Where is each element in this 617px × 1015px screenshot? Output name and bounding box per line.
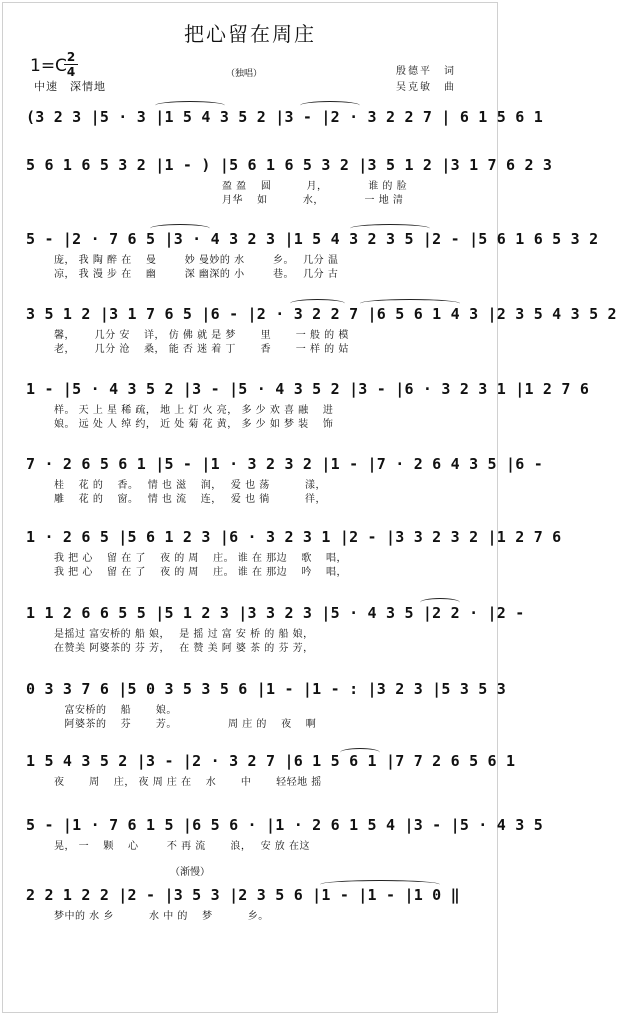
lyric-verse-1: 桂 花 的 香。 情 也 滋 润， 爱 也 荡 漾， (54, 480, 326, 491)
lyrics-block (54, 329, 349, 357)
notation-row: (3 2 3 |5 · 3 |1 5 4 3 5 2 |3 - |2 · 3 2 2 7 | 6 1 5 6 1 (26, 108, 543, 126)
notation-row: 2 2 1 2 2 |2 - |3 5 3 |2 3 5 6 |1 - |1 - |1 0 ‖ (26, 886, 460, 904)
song-title: 把心留在周庄 (184, 22, 316, 46)
music-system-2 (26, 156, 553, 206)
lyricist-credit: 殷德平 词 (396, 66, 456, 77)
lyric-verse-1: 我 把 心 留 在 了 夜 的 周 庄。 谁 在 那边 歌 唱， (54, 553, 348, 564)
music-system-1 (26, 108, 543, 130)
music-system-10 (26, 752, 516, 788)
music-system-8 (26, 604, 525, 654)
lyric-verse-1: 是摇过 富安桥的 船 娘， 是 摇 过 富 安 桥 的 船 娘， (54, 629, 314, 640)
notation-row: 0 3 3 7 6 |5 0 3 5 3 5 6 |1 - |1 - : |3 2 3 |5 3 5 3 (26, 680, 506, 698)
notation-row: 5 6 1 6 5 3 2 |1 - ) |5 6 1 6 5 3 2 |3 5 1 2 |3 1 7 6 2 3 (26, 156, 553, 174)
time-signature-bottom: 4 (66, 65, 76, 79)
music-system-5 (26, 380, 590, 430)
lyrics-block (54, 479, 326, 507)
lyric-verse-2: 雕 花 的 窗。 情 也 流 连， 爱 也 徜 徉， (54, 494, 326, 505)
key-signature: 1=C (30, 56, 67, 76)
composer-credit: 吴克敏 曲 (396, 82, 456, 93)
music-system-11 (26, 816, 543, 852)
lyric-verse-1: 盈 盈 圆 月， 谁 的 脸 (54, 181, 408, 192)
notation-row: 1 - |5 · 4 3 5 2 |3 - |5 · 4 3 5 2 |3 - |6 · 3 2 3 1 |1 2 7 6 (26, 380, 590, 398)
notation-row: 1 · 2 6 5 |5 6 1 2 3 |6 · 3 2 3 1 |2 - |3 3 2 3 2 |1 2 7 6 (26, 528, 562, 546)
lyric-verse-2: 凉， 我 漫 步 在 幽 深 幽深的 小 巷。 几分 古 (54, 269, 339, 280)
notation-row: 3 5 1 2 |3 1 7 6 5 |6 - |2 · 3 2 2 7 |6 5 6 1 4 3 |2 3 5 4 3 5 2 (26, 305, 617, 323)
slur-mark (350, 224, 430, 233)
tempo-change-marking: （渐慢） (170, 867, 210, 878)
lyric-verse-1: 馨， 几分 安 详， 仿 佛 就 是 梦 里 一 般 的 模 (54, 330, 349, 341)
lyrics-block (54, 910, 269, 924)
lyrics-block (54, 552, 347, 580)
music-system-9 (26, 680, 506, 730)
lyric-verse-1: 庞， 我 陶 醉 在 曼 妙 曼妙的 水 乡。 几分 温 (54, 255, 339, 266)
notation-row: 5 - |2 · 7 6 5 |3 · 4 3 2 3 |1 5 4 3 2 3 5 |2 - |5 6 1 6 5 3 2 (26, 230, 599, 248)
time-signature (64, 51, 78, 78)
lyrics-block (54, 776, 322, 790)
lyric-verse-2: 在赞美 阿婆茶的 芬 芳， 在 赞 美 阿 婆 茶 的 芬 芳， (54, 643, 314, 654)
lyric-verse-2: 老， 几分 沧 桑， 能 否 迷 着 丁 香 一 样 的 姑 (54, 344, 349, 355)
lyric-verse-1: 夜 周 庄， 夜 周 庄 在 水 中 轻轻地 摇 (54, 777, 322, 788)
lyrics-block (54, 628, 314, 656)
lyric-verse-2: 阿婆茶的 芬 芳。 周 庄 的 夜 啊 (54, 719, 317, 730)
lyric-verse-2: 月华 如 水， 一 地 清 (54, 195, 404, 206)
slur-mark (150, 224, 210, 233)
notation-row: 1 5 4 3 5 2 |3 - |2 · 3 2 7 |6 1 5 6 1 |7 7 2 6 5 6 1 (26, 752, 516, 770)
slur-mark (155, 101, 225, 110)
lyric-verse-2: 我 把 心 留 在 了 夜 的 周 庄。 谁 在 那边 吟 唱， (54, 567, 348, 578)
slur-mark (320, 880, 440, 889)
music-system-4 (26, 305, 617, 355)
slur-mark (340, 748, 380, 757)
slur-mark (420, 598, 460, 607)
music-system-3 (26, 230, 599, 280)
slur-mark (360, 299, 460, 308)
lyrics-block (54, 840, 310, 854)
notation-row: 7 · 2 6 5 6 1 |5 - |1 · 3 2 3 2 |1 - |7 · 2 6 4 3 5 |6 - (26, 455, 543, 473)
lyrics-block (54, 254, 338, 282)
lyric-verse-1: 富安桥的 船 娘。 (54, 705, 177, 716)
lyric-verse-1: 样。 天 上 星 稀 疏， 地 上 灯 火 亮， 多 少 欢 喜 融 进 (54, 405, 334, 416)
lyric-verse-1: 梦中的 水 乡 水 中 的 梦 乡。 (54, 911, 269, 922)
time-signature-top: 2 (66, 50, 76, 64)
slur-mark (300, 101, 360, 110)
lyrics-block (54, 180, 407, 208)
notation-row: 1 1 2 6 6 5 5 |5 1 2 3 |3 3 2 3 |5 · 4 3 5 |2 2 · |2 - (26, 604, 525, 622)
music-system-12 (26, 886, 478, 922)
lyric-verse-1: 晃， 一 颗 心 不 再 流 浪， 安 放 在这 (54, 841, 310, 852)
notation-row: 5 - |1 · 7 6 1 5 |6 5 6 · |1 · 2 6 1 5 4 |3 - |5 · 4 3 5 (26, 816, 543, 834)
music-system-7 (26, 528, 562, 578)
score-page (2, 2, 617, 1013)
slur-mark (290, 299, 345, 308)
lyric-verse-2: 娘。 远 处 人 绰 约， 近 处 菊 花 黄， 多 少 如 梦 装 饰 (54, 419, 334, 430)
music-system-6 (26, 455, 543, 505)
lyrics-block (54, 404, 333, 432)
performance-note: （独唱） (226, 69, 263, 79)
tempo-marking: 中速 深情地 (34, 80, 106, 93)
lyrics-block (54, 704, 316, 732)
